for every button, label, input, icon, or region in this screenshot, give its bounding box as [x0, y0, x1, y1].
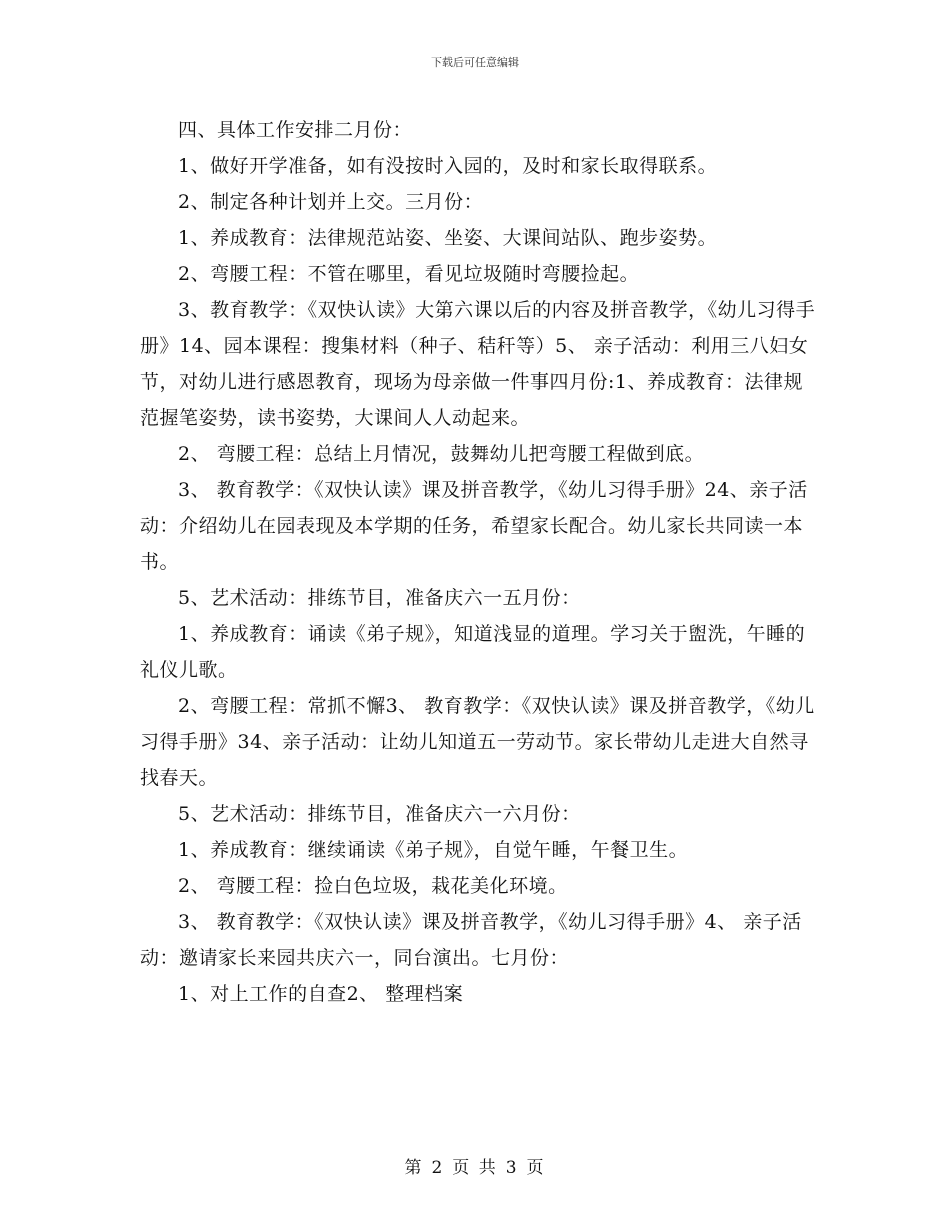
paragraph: 四、具体工作安排二月份： — [178, 119, 413, 141]
page-header: 下载后可任意编辑 — [431, 56, 519, 69]
total-page-count: 3 — [505, 1158, 519, 1178]
paragraph: 2、 弯腰工程：总结上月情况，鼓舞幼儿把弯腰工程做到底。 — [178, 443, 705, 465]
paragraph: 5、艺术活动：排练节目，准备庆六一五月份： — [178, 587, 581, 609]
current-page-number: 2 — [431, 1158, 445, 1178]
paragraph: 3、教育教学：《双快认读》大第六课以后的内容及拼音教学，《幼儿习得手册》14、园本课程：搜集材料（种子、秸秆等）5、 亲子活动：利用三八妇女节，对幼儿进行感恩教育，现场为母亲做一件事四月份:1、养成教育：法律规范握笔姿势，读书姿势，大课间人人动起来。 — [140, 299, 816, 429]
paragraph: 3、 教育教学：《双快认读》课及拼音教学，《幼儿习得手册》24、亲子活动：介绍幼儿在园表现及本学期的任务，希望家长配合。幼儿家长共同读一本书。 — [140, 479, 808, 573]
page-footer — [0, 1153, 950, 1178]
paragraph: 1、养成教育：继续诵读《弟子规》，自觉午睡，午餐卫生。 — [178, 839, 689, 861]
footer-suffix: 页 — [526, 1158, 546, 1178]
paragraph: 2、制定各种计划并上交。三月份： — [178, 191, 484, 213]
paragraph: 1、养成教育：诵读《弟子规》，知道浅显的道理。学习关于盥洗，午睡的礼仪儿歌。 — [140, 623, 806, 681]
paragraph: 5、艺术活动：排练节目，准备庆六一六月份： — [178, 803, 581, 825]
paragraph: 1、做好开学准备，如有没按时入园的，及时和家长取得联系。 — [178, 155, 718, 177]
footer-middle: 页 共 — [452, 1158, 498, 1178]
paragraph: 2、弯腰工程：不管在哪里，看见垃圾随时弯腰捡起。 — [178, 263, 640, 285]
document-body — [140, 112, 820, 1012]
paragraph: 1、对上工作的自查2、 整理档案 — [178, 983, 464, 1005]
paragraph: 2、弯腰工程：常抓不懈3、 教育教学：《双快认读》课及拼音教学，《幼儿习得手册》34、亲子活动：让幼儿知道五一劳动节。家长带幼儿走进大自然寻找春天。 — [140, 695, 815, 789]
footer-prefix: 第 — [404, 1158, 424, 1178]
paragraph: 1、养成教育：法律规范站姿、坐姿、大课间站队、跑步姿势。 — [178, 227, 718, 249]
paragraph: 3、 教育教学：《双快认读》课及拼音教学，《幼儿习得手册》4、 亲子活动：邀请家长来园共庆六一，同台演出。七月份： — [140, 911, 802, 969]
paragraph: 2、 弯腰工程：捡白色垃圾，栽花美化环境。 — [178, 875, 568, 897]
